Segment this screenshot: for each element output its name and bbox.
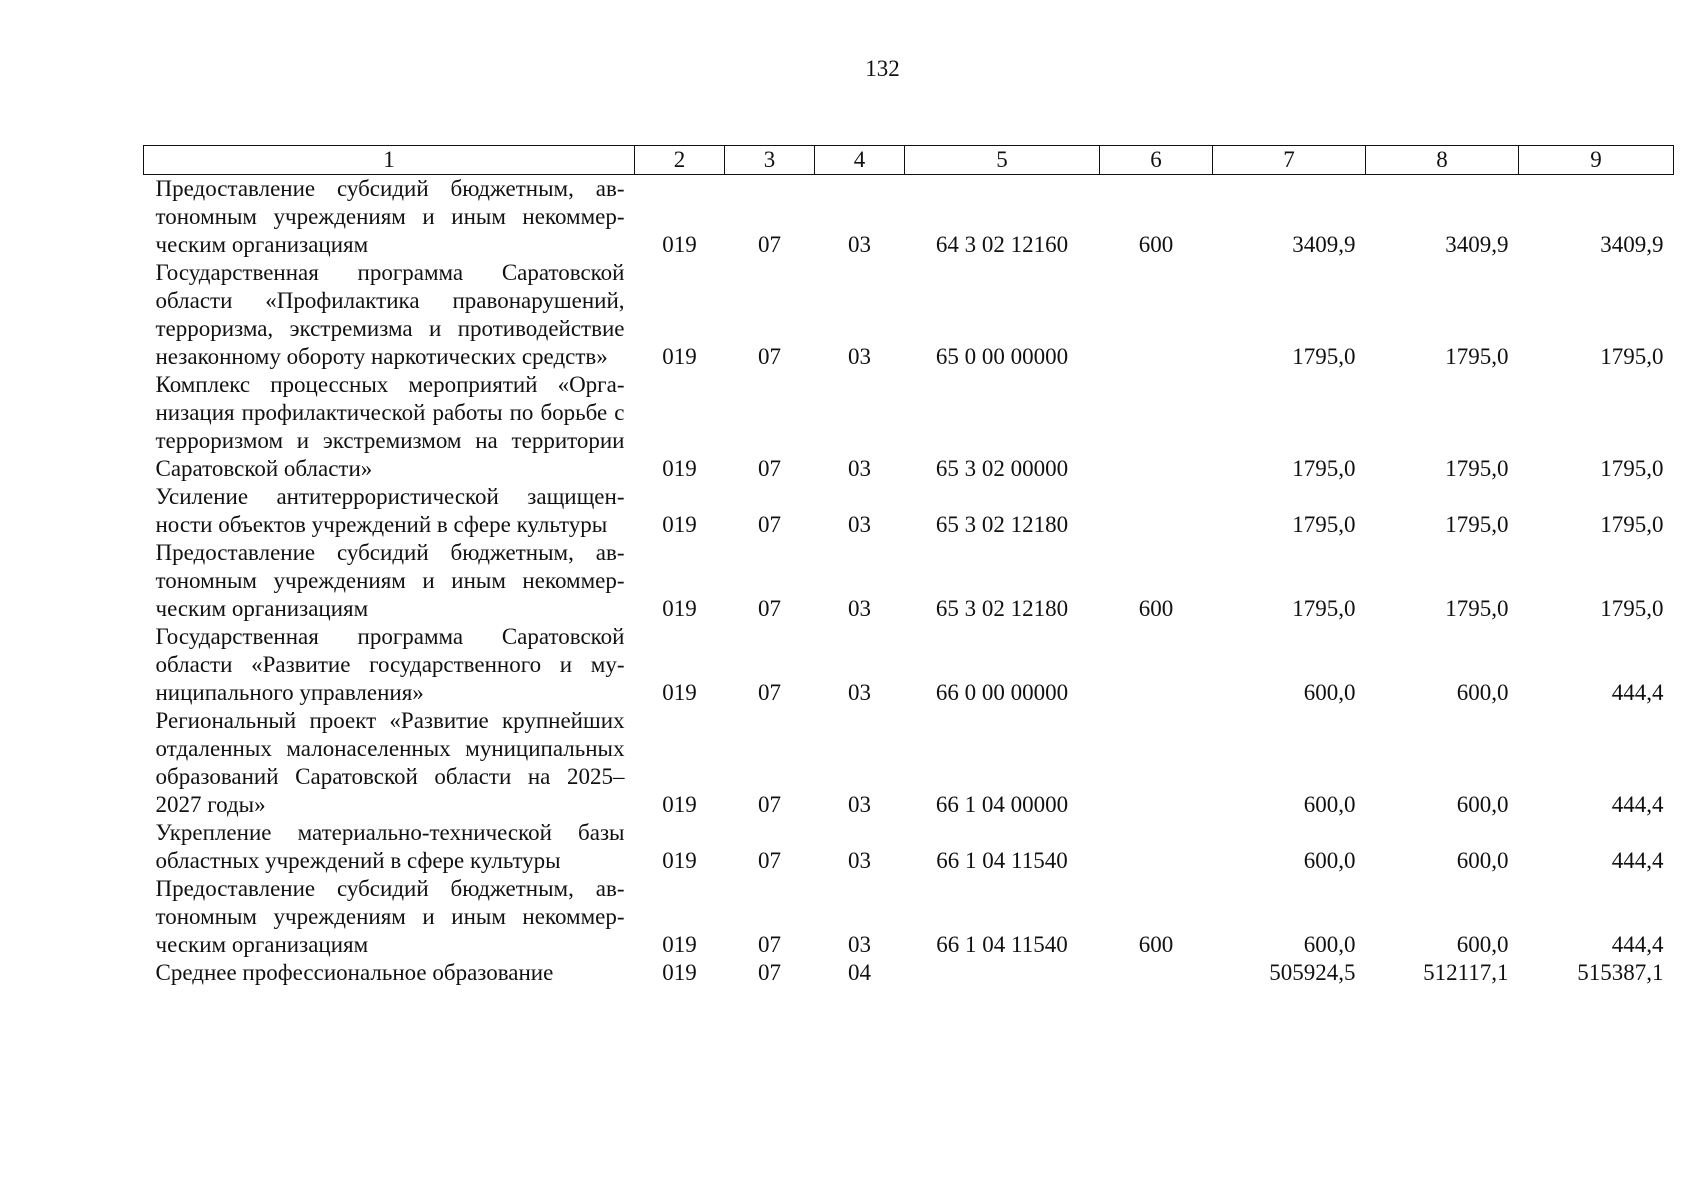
table-row xyxy=(144,259,1674,371)
cell-amount-col7: 600,0 xyxy=(1303,932,1356,957)
column-header: 4 xyxy=(815,146,905,175)
cell-amount-col9: 1795,0 xyxy=(1600,596,1664,621)
cell-amount-col9: 515387,1 xyxy=(1577,960,1664,985)
cell-amount-col9: 444,4 xyxy=(1611,932,1664,957)
cell-amount-col7: 3409,9 xyxy=(1292,232,1356,257)
cell-section-code: 07 xyxy=(758,792,781,817)
table-row xyxy=(144,959,1674,987)
cell-expense-type xyxy=(1100,483,1213,539)
cell-expense-type: 600 xyxy=(1138,232,1174,257)
table-header xyxy=(144,146,1674,175)
column-header: 6 xyxy=(1100,146,1213,175)
cell-subsection-code: 03 xyxy=(848,680,871,705)
cell-amount-col8: 600,0 xyxy=(1456,680,1509,705)
cell-amount-col9: 444,4 xyxy=(1611,848,1664,873)
cell-subsection-code: 04 xyxy=(848,960,871,985)
cell-section-code: 07 xyxy=(758,344,781,369)
cell-section-code: 07 xyxy=(758,932,781,957)
cell-ministry-code: 019 xyxy=(662,960,697,985)
column-header: 7 xyxy=(1213,146,1366,175)
cell-ministry-code: 019 xyxy=(662,456,697,481)
cell-amount-col9: 3409,9 xyxy=(1600,232,1664,257)
cell-subsection-code: 03 xyxy=(848,596,871,621)
cell-amount-col9: 1795,0 xyxy=(1600,512,1664,537)
column-header: 2 xyxy=(635,146,725,175)
cell-expense-type xyxy=(1100,259,1213,371)
cell-ministry-code: 019 xyxy=(662,232,697,257)
cell-expense-type xyxy=(1100,371,1213,483)
table-row xyxy=(144,483,1674,539)
cell-section-code: 07 xyxy=(758,596,781,621)
cell-expense-type xyxy=(1100,707,1213,819)
column-header: 9 xyxy=(1519,146,1674,175)
cell-subsection-code: 03 xyxy=(848,344,871,369)
row-name: Предоставление субсидий бюджетным, автономным учреждениям и иным некоммерческим организациям xyxy=(155,876,625,957)
cell-ministry-code: 019 xyxy=(662,848,697,873)
column-header: 8 xyxy=(1366,146,1519,175)
cell-amount-col8: 1795,0 xyxy=(1445,456,1509,481)
cell-subsection-code: 03 xyxy=(848,932,871,957)
cell-amount-col7: 600,0 xyxy=(1303,792,1356,817)
cell-target-code: 65 3 02 12180 xyxy=(935,596,1069,621)
cell-amount-col8: 3409,9 xyxy=(1445,232,1509,257)
cell-amount-col8: 600,0 xyxy=(1456,848,1509,873)
cell-target-code: 64 3 02 12160 xyxy=(935,232,1069,257)
table-row xyxy=(144,819,1674,875)
table-row xyxy=(144,175,1674,260)
row-name: Предоставление субсидий бюджетным, автономным учреждениям и иным некоммерческим организациям xyxy=(155,176,625,257)
row-name: Усиление антитеррористической защищенности объектов учреждений в сфере культуры xyxy=(155,484,625,537)
table-body xyxy=(144,175,1674,988)
cell-amount-col7: 600,0 xyxy=(1303,680,1356,705)
column-header: 5 xyxy=(905,146,1100,175)
cell-amount-col7: 505924,5 xyxy=(1269,960,1356,985)
cell-amount-col8: 1795,0 xyxy=(1445,596,1509,621)
cell-ministry-code: 019 xyxy=(662,596,697,621)
table-row xyxy=(144,539,1674,623)
cell-target-code: 66 0 00 00000 xyxy=(935,680,1069,705)
cell-amount-col8: 512117,1 xyxy=(1423,960,1509,985)
page-number: 132 xyxy=(865,56,900,81)
row-name: Укрепление материально-технической базы областных учреждений в сфере культуры xyxy=(155,820,625,873)
cell-amount-col9: 1795,0 xyxy=(1600,344,1664,369)
header-row xyxy=(144,146,1674,175)
row-name: Комплекс процессных мероприятий «Организация профилактической работы по борьбе с терроризмом и экстремизмом на территории Саратовской области» xyxy=(155,372,625,481)
cell-amount-col8: 1795,0 xyxy=(1445,344,1509,369)
cell-amount-col8: 600,0 xyxy=(1456,792,1509,817)
cell-ministry-code: 019 xyxy=(662,344,697,369)
budget-table xyxy=(143,145,1674,987)
cell-ministry-code: 019 xyxy=(662,792,697,817)
cell-target-code: 66 1 04 11540 xyxy=(936,932,1068,957)
cell-section-code: 07 xyxy=(758,512,781,537)
cell-expense-type: 600 xyxy=(1138,596,1174,621)
cell-target-code xyxy=(905,959,1100,987)
cell-amount-col9: 1795,0 xyxy=(1600,456,1664,481)
table-row xyxy=(144,371,1674,483)
cell-subsection-code: 03 xyxy=(848,792,871,817)
cell-ministry-code: 019 xyxy=(662,512,697,537)
row-name: Предоставление субсидий бюджетным, автономным учреждениям и иным некоммерческим организациям xyxy=(155,540,625,621)
cell-target-code: 66 1 04 11540 xyxy=(936,848,1068,873)
table-row xyxy=(144,707,1674,819)
cell-target-code: 65 3 02 00000 xyxy=(935,456,1069,481)
cell-amount-col9: 444,4 xyxy=(1611,680,1664,705)
row-name: Государственная программа Саратовской области «Развитие государственного и муниципального управления» xyxy=(155,624,625,705)
cell-amount-col7: 1795,0 xyxy=(1292,456,1356,481)
row-name: Государственная программа Саратовской области «Профилактика правонарушений, терроризма, экстремизма и противодействие незаконному обороту наркотических средств» xyxy=(155,260,625,369)
table-row xyxy=(144,623,1674,707)
cell-subsection-code: 03 xyxy=(848,456,871,481)
cell-subsection-code: 03 xyxy=(848,848,871,873)
cell-expense-type xyxy=(1100,959,1213,987)
cell-ministry-code: 019 xyxy=(662,932,697,957)
row-name: Региональный проект «Развитие крупнейших отдаленных малонаселенных муниципальных образований Саратовской области на 2025–2027 годы» xyxy=(155,708,625,817)
cell-target-code: 65 0 00 00000 xyxy=(935,344,1069,369)
cell-amount-col7: 600,0 xyxy=(1303,848,1356,873)
cell-amount-col9: 444,4 xyxy=(1611,792,1664,817)
cell-section-code: 07 xyxy=(758,680,781,705)
cell-amount-col7: 1795,0 xyxy=(1292,512,1356,537)
cell-subsection-code: 03 xyxy=(848,232,871,257)
cell-ministry-code: 019 xyxy=(662,680,697,705)
column-header: 1 xyxy=(144,146,635,175)
cell-section-code: 07 xyxy=(758,960,781,985)
cell-subsection-code: 03 xyxy=(848,512,871,537)
cell-expense-type xyxy=(1100,819,1213,875)
cell-target-code: 66 1 04 00000 xyxy=(935,792,1069,817)
table-row xyxy=(144,875,1674,959)
cell-expense-type: 600 xyxy=(1138,932,1174,957)
cell-amount-col8: 600,0 xyxy=(1456,932,1509,957)
cell-section-code: 07 xyxy=(758,848,781,873)
cell-amount-col7: 1795,0 xyxy=(1292,344,1356,369)
cell-section-code: 07 xyxy=(758,232,781,257)
cell-amount-col8: 1795,0 xyxy=(1445,512,1509,537)
column-header: 3 xyxy=(725,146,815,175)
cell-target-code: 65 3 02 12180 xyxy=(935,512,1069,537)
cell-amount-col7: 1795,0 xyxy=(1292,596,1356,621)
row-name: Среднее профессиональное образование xyxy=(155,960,554,985)
cell-section-code: 07 xyxy=(758,456,781,481)
cell-expense-type xyxy=(1100,623,1213,707)
